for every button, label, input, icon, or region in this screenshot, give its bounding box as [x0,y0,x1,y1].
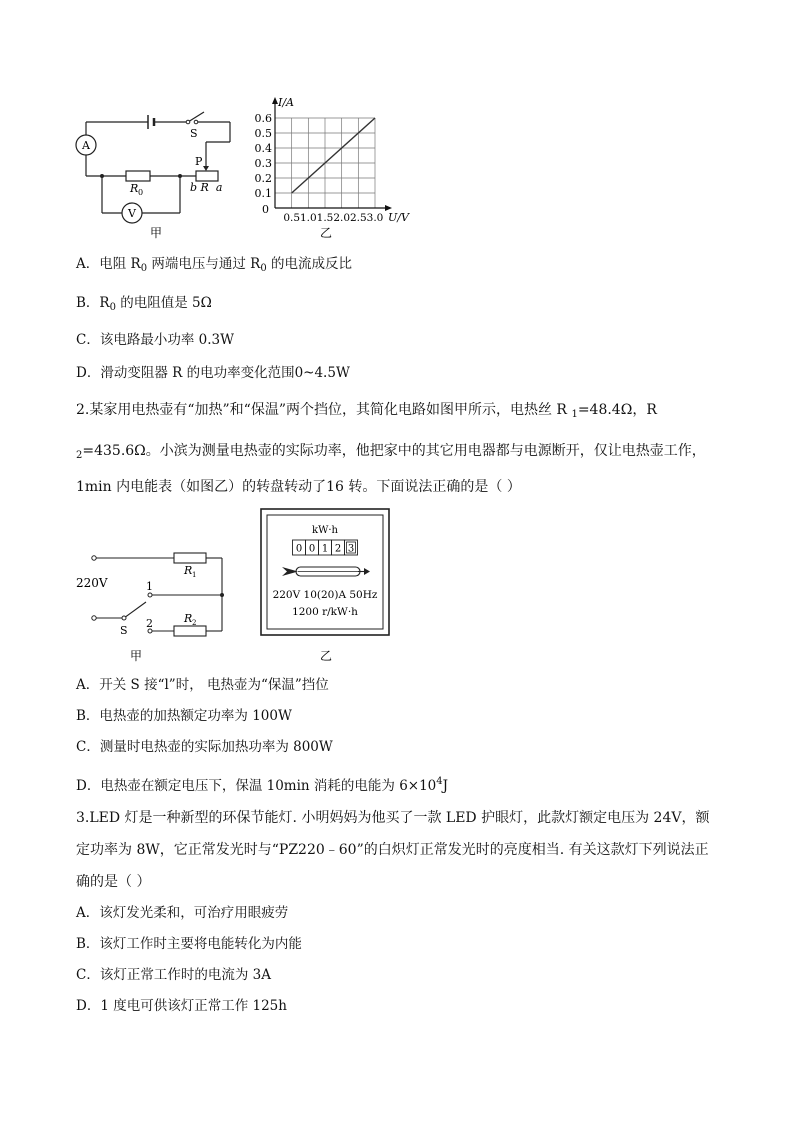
q3-option-d: D．1 度电可供该灯正常工作 125h [76,998,287,1014]
caption-jia-1: 甲 [150,226,163,240]
meter-digit: 3 [347,543,355,555]
q3-stem-line3: 确的是（ ） [76,874,151,890]
q2-option-d: D．电热壶在额定电压下，保温 10min 消耗的电能为 $6\times 10^4J$ [76,776,449,794]
iu-chart [248,94,418,244]
voltmeter-label: V [128,207,136,220]
r2-sub: 2 [192,619,197,627]
chart-y-tick-label: 0.5 [254,127,272,140]
meter-digit: 1 [321,543,329,555]
r0-sub: 0 [138,188,144,197]
chart-y-tick-label: 0.2 [254,172,272,185]
q2-option-a: A．开关 S 接“l”时， 电热壶为“保温”挡位 [76,677,329,693]
q2-option-b: B．电热壶的加热额定功率为 100W [76,708,292,724]
caption-yi-2: 乙 [320,649,333,663]
caption-yi-1: 乙 [320,226,333,240]
q1-option-b: B．$R_0$ 的电阻值是 5Ω [76,295,212,313]
r2-label: R [184,612,193,625]
q3-option-b: B．该灯工作时主要将电能转化为内能 [76,936,302,952]
chart-y-tick-label: 0.4 [254,142,272,155]
meter-spec-2: 1200 r/kW·h [292,606,358,618]
q3-stem-line2: 定功率为 8W，它正常发光时与“PZ220﹣60”的白炽灯正常发光时的亮度相当. 有关这款灯下列说法正 [76,842,709,858]
r0-label: R [130,182,139,195]
position-1-label: 1 [146,580,153,593]
switch-label: S [190,127,198,140]
q3-option-a: A．该灯发光柔和，可治疗用眼疲劳 [76,905,289,921]
switch-s-label: S [120,624,128,637]
chart-x-tick-label: 2.5 [349,212,367,224]
chart-x-tick-label: 1.0 [299,212,317,224]
chart-y-tick-label: 0.6 [254,112,272,125]
position-2-label: 2 [146,617,153,630]
q2-stem-line2: $_2$=435.6Ω。小滨为测量电热壶的实际功率，他把家中的其它用电器都与电源断开，仅让电热壶工作， [76,443,706,461]
chart-origin-label: 0 [262,203,269,216]
chart-y-tick-label: 0.3 [254,157,272,170]
chart-x-tick-label: 0.5 [283,212,301,224]
r1-sub: 1 [192,571,197,579]
q1-option-a: A．电阻 $R_0$ 两端电压与通过 $R_0$ 的电流成反比 [76,256,353,274]
chart-x-tick-label: 2.0 [333,212,351,224]
kettle-circuit-figure [72,540,242,665]
rheostat-label: b R a [190,181,223,194]
q1-option-d: D．滑动变阻器 R 的电功率变化范围0~4.5W [76,365,350,381]
meter-digit: 0 [295,543,303,555]
q2-option-c: C．测量时电热壶的实际加热功率为 800W [76,739,333,755]
q3-stem-line1: 3.LED 灯是一种新型的环保节能灯. 小明妈妈为他买了一款 LED 护眼灯，此款灯额定电压为 24V，额 [76,810,710,826]
meter-unit-label: kW·h [312,525,338,536]
q2-stem-line1: 2.某家用电热壶有“加热”和“保温”两个挡位，其简化电路如图甲所示，电热丝 R $_1$=48.4Ω，R [76,402,657,420]
chart-y-axis-label: I/A [278,96,294,109]
chart-y-tick-label: 0.1 [254,187,272,200]
q3-option-c: C．该灯正常工作时的电流为 3A [76,967,271,983]
slider-label: P [195,155,203,168]
chart-x-tick-label: 3.0 [366,212,384,224]
r1-label: R [184,564,193,577]
ammeter-label: A [82,139,90,152]
chart-x-tick-label: 1.5 [316,212,334,224]
q1-option-c: C．该电路最小功率 0.3W [76,332,234,348]
q2-stem-line3: 1min 内电能表（如图乙）的转盘转动了16 转。下面说法正确的是（ ） [76,479,521,495]
voltage-label: 220V [76,576,108,590]
meter-spec-1: 220V 10(20)A 50Hz [272,589,378,601]
chart-series-line [292,118,375,193]
chart-x-axis-label: U/V [388,211,409,224]
caption-jia-2: 甲 [130,649,143,663]
meter-digit: 0 [308,543,316,555]
circuit-figure-jia [70,100,240,245]
energy-meter-figure [258,506,394,664]
meter-digit: 2 [334,543,342,555]
